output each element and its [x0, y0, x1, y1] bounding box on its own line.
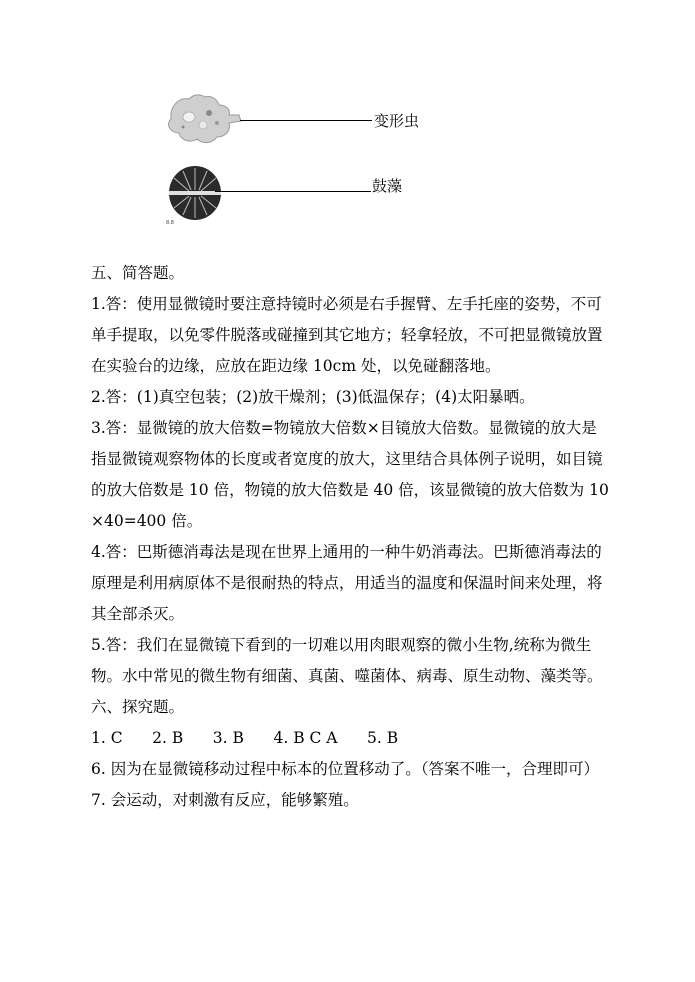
- svg-text:8.8: 8.8: [166, 220, 174, 225]
- answer-7: 7. 会运动，对刺激有反应，能够繁殖。: [91, 791, 359, 809]
- section-title-short-answer: 五、简答题。: [91, 264, 185, 282]
- section-title-inquiry: 六、探究题。: [91, 698, 185, 716]
- answer-1: 1.答：使用显微镜时要注意持镜时必须是右手握臂、左手托座的姿势，不可单手提取，以免零件脱落或碰撞到其它地方；轻拿轻放，不可把显微镜放置在实验台的边缘，应放在距边缘 10cm 处，以免碰翻落地。: [91, 295, 603, 375]
- amoeba-image: [165, 93, 245, 145]
- answer-6: 6. 因为在显微镜移动过程中标本的位置移动了。（答案不唯一，合理即可）: [91, 760, 599, 778]
- answer-5: 5.答：我们在显微镜下看到的一切难以用肉眼观察的微小生物,统称为微生物。水中常见的微生物有细菌、真菌、噬菌体、病毒、原生动物、藻类等。: [91, 636, 603, 685]
- answer-3: 3.答：显微镜的放大倍数=物镜放大倍数×目镜放大倍数。显微镜的放大是指显微镜观察物体的长度或者宽度的放大，这里结合具体例子说明，如目镜的放大倍数是 10 倍，物镜的放大倍数是 40 倍，该显微镜的放大倍数为 10×40=400 倍。: [91, 419, 609, 530]
- answer-4: 4.答：巴斯德消毒法是现在世界上通用的一种牛奶消毒法。巴斯德消毒法的原理是利用病原体不是很耐热的特点，用适当的温度和保温时间来处理，将其全部杀灭。: [91, 543, 603, 623]
- desmid-image: [165, 163, 225, 225]
- amoeba-label: 变形虫: [374, 112, 420, 130]
- mcq-answers: 1. C 2. B 3. B 4. B C A 5. B: [91, 729, 399, 747]
- amoeba-label-line: [240, 120, 372, 121]
- desmid-label-line: [215, 191, 371, 192]
- answer-2: 2.答：(1)真空包装；(2)放干燥剂；(3)低温保存；(4)太阳暴晒。: [91, 388, 535, 406]
- answer-content: [91, 258, 611, 816]
- desmid-label: 鼓藻: [372, 177, 403, 195]
- organism-figure: [0, 0, 695, 240]
